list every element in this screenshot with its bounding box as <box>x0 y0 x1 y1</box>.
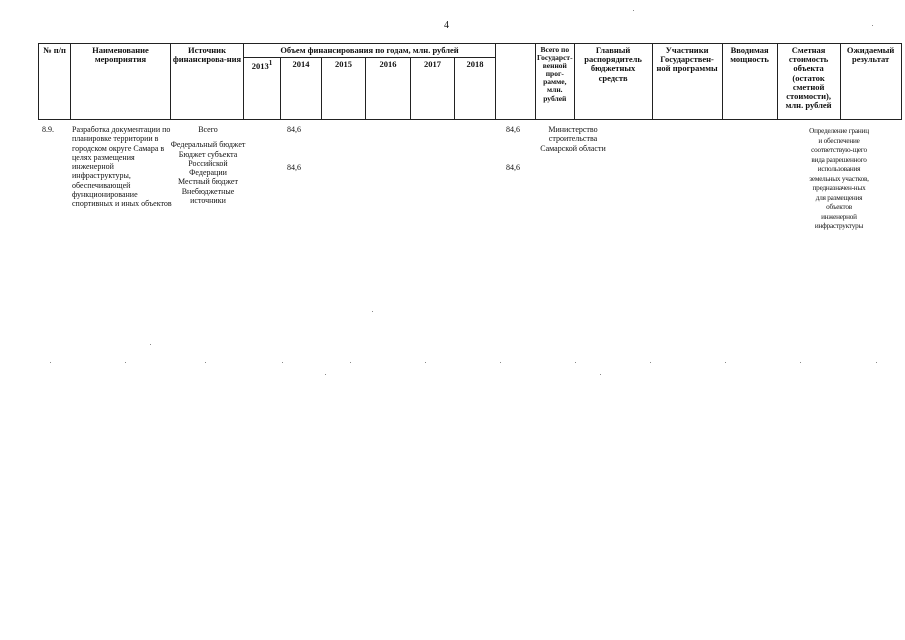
scan-speck <box>800 362 801 363</box>
source-total: Всего <box>198 125 218 134</box>
scan-speck <box>150 344 151 345</box>
source-local: Местный бюджет <box>178 177 238 187</box>
scan-speck <box>125 362 126 363</box>
scan-speck <box>205 362 206 363</box>
header-result: Ожидаемый результат <box>840 44 901 120</box>
scan-speck <box>725 362 726 363</box>
header-year-2018: 2018 <box>455 58 496 120</box>
source-extra: Внебюджетные источники <box>181 186 235 206</box>
row-num: 8.9. <box>42 125 54 134</box>
header-source: Источник финансирова-ния <box>171 44 244 120</box>
scan-speck <box>325 374 326 375</box>
header-funding-group: Объем финансирования по годам, млн. рублей <box>244 44 496 58</box>
header-total: Всего по Государст-венной прог-рамме, млн. рублей <box>536 44 575 120</box>
row-result: Определение границ и обеспечение соответствую-щего вида разрешенного использования земельных участков, предназначен-ных для размещения объектов инженерной инфраструктуры <box>809 127 869 230</box>
row-manager: Министерство строительства Самарской области <box>540 125 606 153</box>
header-estimate: Сметная стоимость объекта (остаток сметной стоимости), млн. рублей <box>777 44 840 120</box>
scan-speck <box>50 362 51 363</box>
scan-speck <box>633 10 634 11</box>
source-federal: Федеральный бюджет <box>170 140 246 150</box>
value-2014-region: 84,6 <box>287 163 301 172</box>
scan-speck <box>650 362 651 363</box>
scan-speck <box>425 362 426 363</box>
header-capacity: Вводимая мощность <box>722 44 777 120</box>
value-program-region: 84,6 <box>506 163 520 172</box>
header-year-2016: 2016 <box>366 58 411 120</box>
header-num: № п/п <box>39 44 71 120</box>
scan-speck <box>282 362 283 363</box>
footnote-marker: 1 <box>268 59 273 68</box>
header-name: Наименование мероприятия <box>71 44 171 120</box>
header-year-2015: 2015 <box>322 58 366 120</box>
header-participants: Участники Государствен-ной программы <box>652 44 722 120</box>
header-year-2014: 2014 <box>281 58 322 120</box>
source-list <box>170 125 246 205</box>
value-2014-total: 84,6 <box>287 125 301 134</box>
scan-speck <box>872 25 873 26</box>
header-manager: Главный распорядитель бюджетных средств <box>574 44 652 120</box>
source-region: Бюджет субъекта Российской Федерации <box>178 149 238 178</box>
value-program-total: 84,6 <box>506 125 520 134</box>
scan-speck <box>600 374 601 375</box>
scan-speck <box>500 362 501 363</box>
scan-speck <box>876 362 877 363</box>
scan-speck <box>350 362 351 363</box>
funding-table <box>38 43 902 120</box>
header-year-2013: 2013$^1$ <box>244 58 281 120</box>
page-number: 4 <box>444 20 449 31</box>
row-name: Разработка документации по планировке территории в городском округе Самара в целях размещения инженерной инфраструктуры, обеспечивающей функционирование спортивных и иных объектов <box>72 125 172 209</box>
header-year-2017: 2017 <box>411 58 455 120</box>
scan-speck <box>575 362 576 363</box>
header-dotted-gap <box>496 44 536 120</box>
scan-speck <box>372 311 373 312</box>
